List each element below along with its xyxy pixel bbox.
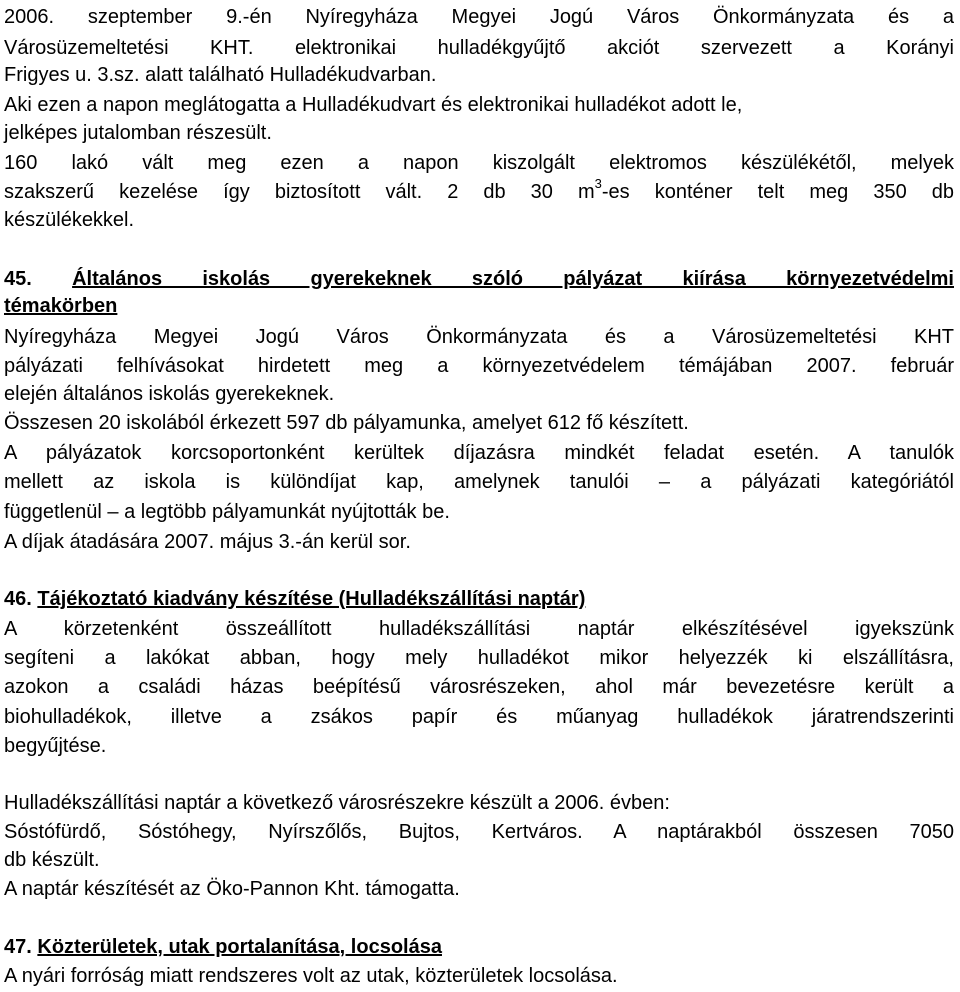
section-46-line-9: A naptár készítését az Öko-Pannon Kht. támogatta. xyxy=(4,878,460,900)
section-45-heading xyxy=(4,267,954,291)
section-47-number: 47. xyxy=(4,936,32,958)
section-46-line-4: biohulladékok, illetve a zsákos papír és műanyag hulladékok járatrendszerinti xyxy=(4,706,954,728)
section-45-number: 45. xyxy=(4,268,32,290)
intro-line-7 xyxy=(4,176,954,204)
section-45-title-1: Általános iskolás gyerekeknek szóló pályázat kiírása környezetvédelmi xyxy=(72,268,954,290)
section-47-heading xyxy=(4,935,954,959)
section-46-line-7: Sóstófürdő, Sóstóhegy, Nyírszőlős, Bujtos, Kertváros. A naptárakból összesen 7050 xyxy=(4,821,954,843)
intro-line-2: Városüzemeltetési KHT. elektronikai hulladékgyűjtő akciót szervezett a Korányi xyxy=(4,37,954,59)
section-46-heading xyxy=(4,587,954,611)
section-45-title-2: témakörben xyxy=(4,295,118,317)
cubic-superscript: 3 xyxy=(594,176,602,192)
section-46-title: Tájékoztató kiadvány készítése (Hulladékszállítási naptár) xyxy=(37,588,586,610)
intro-line-3: Frigyes u. 3.sz. alatt található Hulladékudvarban. xyxy=(4,64,437,86)
section-45-line-6: mellett az iskola is különdíjat kap, amelynek tanulói – a pályázati kategóriától xyxy=(4,471,954,493)
section-47-title: Közterületek, utak portalanítása, locsolása xyxy=(37,936,442,958)
section-46-line-2: segíteni a lakókat abban, hogy mely hulladékot mikor helyezzék ki elszállításra, xyxy=(4,647,954,669)
section-46-line-1: A körzetenként összeállított hulladékszállítási naptár elkészítésével igyekszünk xyxy=(4,618,954,640)
section-45-line-8: A díjak átadására 2007. május 3.-án kerül sor. xyxy=(4,531,411,553)
section-46-line-8: db készült. xyxy=(4,849,100,871)
intro-line-7b: -es konténer telt meg 350 db xyxy=(601,181,954,203)
section-45-line-7: függetlenül – a legtöbb pályamunkát nyújtották be. xyxy=(4,501,450,523)
intro-line-5: jelképes jutalomban részesült. xyxy=(4,122,272,144)
section-45-line-4: Összesen 20 iskolából érkezett 597 db pályamunka, amelyet 612 fő készített. xyxy=(4,412,689,434)
section-46-line-6: Hulladékszállítási naptár a következő városrészekre készült a 2006. évben: xyxy=(4,792,670,814)
section-45-line-2: pályázati felhívásokat hirdetett meg a környezetvédelem témájában 2007. február xyxy=(4,355,954,377)
section-45-line-3: elején általános iskolás gyerekeknek. xyxy=(4,383,335,405)
section-46-number: 46. xyxy=(4,588,32,610)
section-47-line-1: A nyári forróság miatt rendszeres volt az utak, közterületek locsolása. xyxy=(4,965,618,987)
intro-line-1: 2006. szeptember 9.-én Nyíregyháza Megyei Jogú Város Önkormányzata és a xyxy=(4,6,954,28)
intro-line-7a: szakszerű kezelése így biztosított vált. 2 db 30 m xyxy=(4,181,595,203)
section-45-line-1: Nyíregyháza Megyei Jogú Város Önkormányzata és a Városüzemeltetési KHT xyxy=(4,326,954,348)
section-46-line-5: begyűjtése. xyxy=(4,735,107,757)
intro-line-4: Aki ezen a napon meglátogatta a Hulladékudvart és elektronikai hulladékot adott le, xyxy=(4,94,743,116)
section-45-title-2-line xyxy=(4,294,954,318)
section-46-line-3: azokon a családi házas beépítésű városrészeken, ahol már bevezetésre került a xyxy=(4,676,954,698)
section-45-line-5: A pályázatok korcsoportonként kerültek díjazásra mindkét feladat esetén. A tanulók xyxy=(4,442,954,464)
intro-line-8: készülékekkel. xyxy=(4,209,135,231)
intro-line-6: 160 lakó vált meg ezen a napon kiszolgált elektromos készülékétől, melyek xyxy=(4,152,954,174)
